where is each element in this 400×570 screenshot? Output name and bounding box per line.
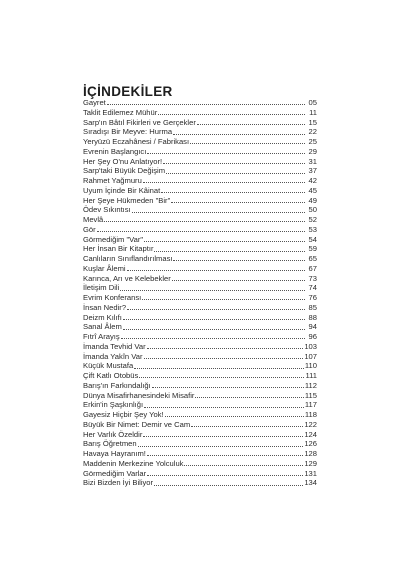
toc-entry-title: Deizm Kılıfı	[83, 312, 122, 322]
toc-entry	[83, 274, 317, 284]
dot-leader	[147, 475, 303, 476]
toc-entry-title: Her Şey O'nu Anlatıyor!	[83, 156, 163, 166]
dot-leader	[171, 202, 305, 203]
toc-entry-page-number: 52	[308, 215, 317, 224]
toc-entry-page-number: 11	[309, 107, 317, 117]
toc-entry-title: Rahmet Yağmuru	[83, 176, 142, 185]
toc-entry-page-number: 42	[308, 176, 317, 185]
toc-entry-title: Dünya Misafirhanesindeki Misafir	[83, 390, 195, 400]
dot-leader	[120, 290, 305, 291]
dot-leader	[104, 221, 305, 222]
toc-entry-page-number: 115	[304, 390, 317, 400]
toc-entry-page-number: 126	[304, 439, 317, 449]
toc-entry	[83, 322, 317, 332]
dot-leader	[191, 426, 303, 427]
toc-entry-page-number: 45	[308, 185, 317, 195]
toc-entry-title: İmanda Tevhid Var	[83, 341, 146, 351]
toc-entry-page-number: 111	[305, 371, 317, 380]
toc-entry	[83, 225, 317, 235]
toc-entry-page-number: 118	[304, 410, 317, 419]
dot-leader	[158, 114, 305, 115]
toc-entry-page-number: 31	[308, 156, 317, 166]
toc-entry	[83, 449, 317, 459]
toc-entry-title: Her Şeye Hükmeden "Bir"	[83, 195, 171, 205]
toc-entry	[83, 98, 317, 108]
dot-leader	[163, 163, 305, 164]
toc-entry-page-number: 50	[308, 205, 317, 215]
toc-entry	[83, 293, 317, 303]
toc-entry-title: İnsan Nedir?	[83, 302, 127, 312]
toc-entry-title: Gör	[83, 224, 96, 234]
toc-entry-title: Sarp'ın Bâtıl Fikirleri ve Gerçekler	[83, 117, 196, 127]
toc-entry-page-number: 110	[304, 361, 317, 371]
toc-entry	[83, 283, 317, 293]
dot-leader	[139, 377, 304, 378]
toc-entry	[83, 469, 317, 479]
toc-entry-page-number: 49	[308, 195, 317, 205]
dot-leader	[147, 153, 305, 154]
toc-entry-page-number: 25	[308, 137, 317, 146]
toc-entry	[83, 147, 317, 157]
toc-entry	[83, 166, 317, 176]
toc-entry-page-number: 131	[304, 468, 317, 478]
toc-entry	[83, 157, 317, 167]
toc-entry	[83, 205, 317, 215]
toc-entry	[83, 264, 317, 274]
toc-entry	[83, 342, 317, 352]
toc-entry	[83, 313, 317, 323]
toc-entry-title: Küçük Mustafa	[83, 361, 134, 371]
toc-entry-title: Gayesiz Hiçbir Şey Yok!	[83, 410, 164, 419]
toc-entry	[83, 254, 317, 264]
dot-leader	[161, 192, 305, 193]
toc-entry	[83, 108, 317, 118]
dot-leader	[152, 387, 304, 388]
toc-entry-title: Barış Öğretmen	[83, 439, 137, 449]
toc-entry-page-number: 53	[308, 224, 317, 234]
toc-entry	[83, 186, 317, 196]
dot-leader	[97, 231, 305, 232]
toc-entry	[83, 420, 317, 430]
dot-leader	[165, 416, 304, 417]
toc-entry	[83, 381, 317, 391]
toc-entry-page-number: 128	[304, 449, 317, 458]
dot-leader	[134, 368, 304, 369]
toc-entry-title: Gayret	[83, 98, 106, 107]
dot-leader	[142, 299, 305, 300]
dot-leader	[190, 143, 305, 144]
toc-entry-page-number: 15	[308, 117, 317, 127]
toc-entry	[83, 459, 317, 469]
toc-entry	[83, 361, 317, 371]
dot-leader	[143, 182, 305, 183]
toc-entry	[83, 244, 317, 254]
toc-entry-page-number: 107	[304, 351, 317, 361]
toc-entry-page-number: 22	[308, 127, 317, 137]
toc-entry-page-number: 134	[304, 478, 317, 488]
dot-leader	[147, 348, 304, 349]
toc-entry	[83, 118, 317, 128]
toc-entry-title: Erkin'in Şaşkınlığı	[83, 400, 144, 410]
toc-entry-title: Kuşlar Âlemi	[83, 263, 126, 273]
dot-leader	[147, 455, 303, 456]
dot-leader	[127, 309, 305, 310]
toc-entry-page-number: 54	[308, 234, 317, 244]
toc-entry-page-number: 129	[304, 458, 317, 468]
dot-leader	[144, 358, 304, 359]
toc-entry-page-number: 117	[304, 400, 317, 410]
toc-entry	[83, 478, 317, 488]
dot-leader	[184, 465, 303, 466]
toc-entry-title: Çift Katlı Otobüs	[83, 371, 139, 380]
dot-leader	[123, 319, 305, 320]
toc-entry-title: Sanal Âlem	[83, 322, 122, 332]
toc-entry-title: Havaya Hayranım!	[83, 449, 146, 458]
toc-entry-title: İmanda Yakîn Var	[83, 351, 143, 361]
toc-entry-page-number: 94	[308, 322, 317, 332]
toc-entry-page-number: 124	[304, 429, 317, 439]
dot-leader	[154, 251, 305, 252]
toc-entry-title: Evrenin Başlangıcı	[83, 146, 147, 156]
toc-entry-title: Her İnsan Bir Kitaptır	[83, 244, 154, 254]
toc-entry-title: Karınca, Arı ve Kelebekler	[83, 273, 171, 283]
dot-leader	[173, 260, 305, 261]
toc-entry-page-number: 65	[308, 254, 317, 263]
toc-entry-page-number: 96	[308, 332, 317, 341]
toc-entry-title: Görmediğim Varlar	[83, 468, 147, 478]
toc-entry-page-number: 37	[308, 166, 317, 176]
dot-leader	[195, 397, 303, 398]
page-title: İÇİNDEKİLER	[83, 84, 173, 99]
toc-entry-title: Büyük Bir Nimet: Demir ve Cam	[83, 419, 191, 429]
dot-leader	[154, 485, 303, 486]
toc-entry-page-number: 74	[308, 283, 317, 293]
toc-entry	[83, 215, 317, 225]
dot-leader	[144, 407, 304, 408]
toc-entry	[83, 400, 317, 410]
dot-leader	[132, 212, 305, 213]
dot-leader	[138, 446, 304, 447]
toc-list	[83, 98, 317, 488]
toc-entry-page-number: 59	[308, 244, 317, 254]
dot-leader	[197, 124, 305, 125]
dot-leader	[144, 241, 305, 242]
toc-entry-title: Ödev Sıkıntısı	[83, 205, 131, 215]
toc-entry-title: Mevlâ	[83, 215, 104, 224]
dot-leader	[166, 173, 305, 174]
toc-entry	[83, 391, 317, 401]
toc-entry-title: Taklit Edilemez Mühür	[83, 107, 158, 117]
toc-entry-title: Yeryüzü Eczahânesi / Fabrikası	[83, 137, 190, 146]
toc-entry	[83, 176, 317, 186]
dot-leader	[143, 436, 303, 437]
toc-entry	[83, 439, 317, 449]
toc-entry	[83, 196, 317, 206]
dot-leader	[172, 280, 305, 281]
toc-entry	[83, 430, 317, 440]
toc-entry	[83, 303, 317, 313]
toc-entry-title: Uyum İçinde Bir Kâinat	[83, 185, 161, 195]
dot-leader	[121, 338, 305, 339]
toc-entry	[83, 235, 317, 245]
toc-entry-page-number: 122	[304, 419, 317, 429]
toc-entry-page-number: 85	[308, 302, 317, 312]
toc-entry	[83, 371, 317, 381]
toc-entry-title: Görmediğim "Var"	[83, 234, 144, 244]
toc-entry-page-number: 76	[308, 293, 317, 302]
toc-entry-title: Fıtrî Arayış	[83, 332, 120, 341]
toc-entry-title: Sarp'taki Büyük Değişim	[83, 166, 166, 176]
toc-entry-page-number: 67	[308, 263, 317, 273]
toc-entry-page-number: 73	[308, 273, 317, 283]
toc-entry-title: Canlıların Sınıflandırılması	[83, 254, 173, 263]
toc-entry-page-number: 112	[304, 380, 317, 390]
toc-entry	[83, 127, 317, 137]
toc-entry-title: İletişim Dili	[83, 283, 120, 293]
toc-entry	[83, 332, 317, 342]
toc-entry-title: Barış'ın Farkındalığı	[83, 380, 151, 390]
dot-leader	[173, 134, 305, 135]
toc-entry-title: Bizi Bizden İyi Biliyor	[83, 478, 154, 488]
dot-leader	[123, 329, 305, 330]
toc-entry-title: Maddenin Merkezine Yolculuk	[83, 458, 184, 468]
dot-leader	[107, 104, 305, 105]
toc-entry-page-number: 103	[304, 341, 317, 351]
toc-entry-page-number: 29	[308, 146, 317, 156]
toc-entry-title: Her Varlık Özeldir	[83, 429, 143, 439]
toc-entry-title: Evrim Konferansı	[83, 293, 142, 302]
toc-entry	[83, 352, 317, 362]
toc-entry-page-number: 05	[308, 98, 317, 107]
toc-entry	[83, 137, 317, 147]
toc-entry-title: Sıradışı Bir Meyve: Hurma	[83, 127, 173, 137]
toc-entry-page-number: 88	[308, 312, 317, 322]
toc-entry	[83, 410, 317, 420]
dot-leader	[127, 270, 305, 271]
